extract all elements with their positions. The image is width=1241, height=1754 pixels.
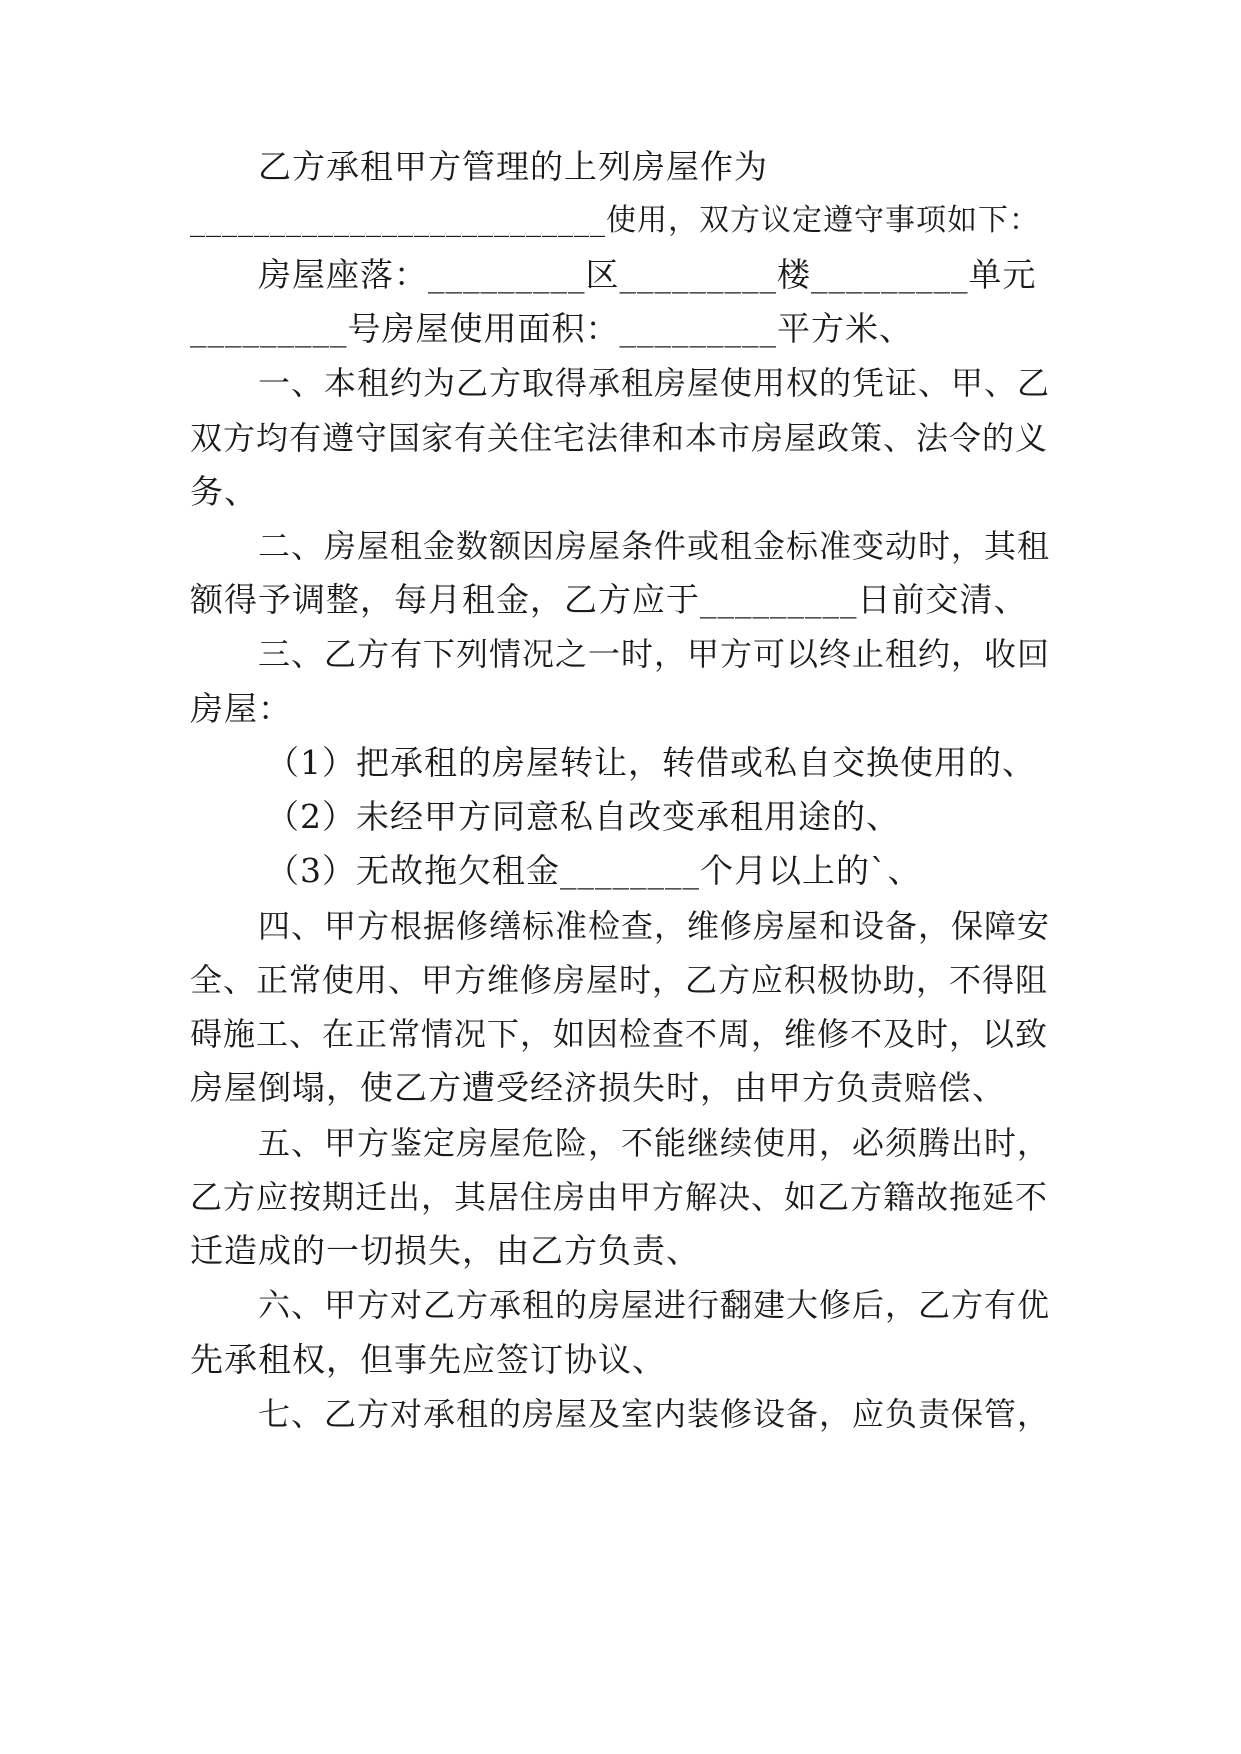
text-line-17: 碍施工、在正常情况下，如因检查不周，维修不及时，以致 <box>190 1015 1049 1053</box>
text-line-7: 务、 <box>190 472 258 511</box>
text-line-9: 额得予调整，每月租金，乙方应于_________日前交清、 <box>190 580 1028 619</box>
text-line-13: （2）未经甲方同意私自改变承租用途的、 <box>266 797 900 836</box>
text-line-16: 全、正常使用、甲方维修房屋时，乙方应积极协助，不得阻 <box>190 961 1049 999</box>
text-line-1: 乙方承租甲方管理的上列房屋作为 <box>258 147 768 186</box>
text-line-10: 三、乙方有下列情况之一时，甲方可以终止租约，收回 <box>258 635 1051 673</box>
text-line-23: 先承租权，但事先应签订协议、 <box>190 1340 666 1379</box>
text-line-11: 房屋： <box>190 689 292 728</box>
text-line-2: __________________________使用，双方议定遵守事项如下： <box>190 203 1040 238</box>
text-line-14: （3）无故拖欠租金________个月以上的`、 <box>266 851 922 890</box>
text-line-5: 一、本租约为乙方取得承租房屋使用权的凭证、甲、乙 <box>258 364 1051 402</box>
text-line-15: 四、甲方根据修缮标准检查，维修房屋和设备，保障安 <box>258 907 1051 945</box>
text-line-4: _________号房屋使用面积：_________平方米、 <box>190 309 913 348</box>
text-line-18: 房屋倒塌，使乙方遭受经济损失时，由甲方负责赔偿、 <box>190 1068 1006 1107</box>
text-line-12: （1）把承租的房屋转让，转借或私自交换使用的、 <box>266 743 1036 782</box>
text-line-21: 迁造成的一切损失，由乙方负责、 <box>190 1231 700 1270</box>
text-line-20: 乙方应按期迁出，其居住房由甲方解决、如乙方籍故拖延不 <box>190 1178 1049 1216</box>
text-line-24: 七、乙方对承租的房屋及室内装修设备，应负责保管， <box>258 1395 1051 1433</box>
text-line-22: 六、甲方对乙方承租的房屋进行翻建大修后，乙方有优 <box>258 1286 1051 1324</box>
text-line-8: 二、房屋租金数额因房屋条件或租金标准变动时，其租 <box>258 527 1051 565</box>
text-line-19: 五、甲方鉴定房屋危险，不能继续使用，必须腾出时， <box>258 1124 1051 1162</box>
text-line-6: 双方均有遵守国家有关住宅法律和本市房屋政策、法令的义 <box>190 419 1049 457</box>
text-line-3: 房屋座落：_________区_________楼_________单元 <box>258 255 1037 294</box>
